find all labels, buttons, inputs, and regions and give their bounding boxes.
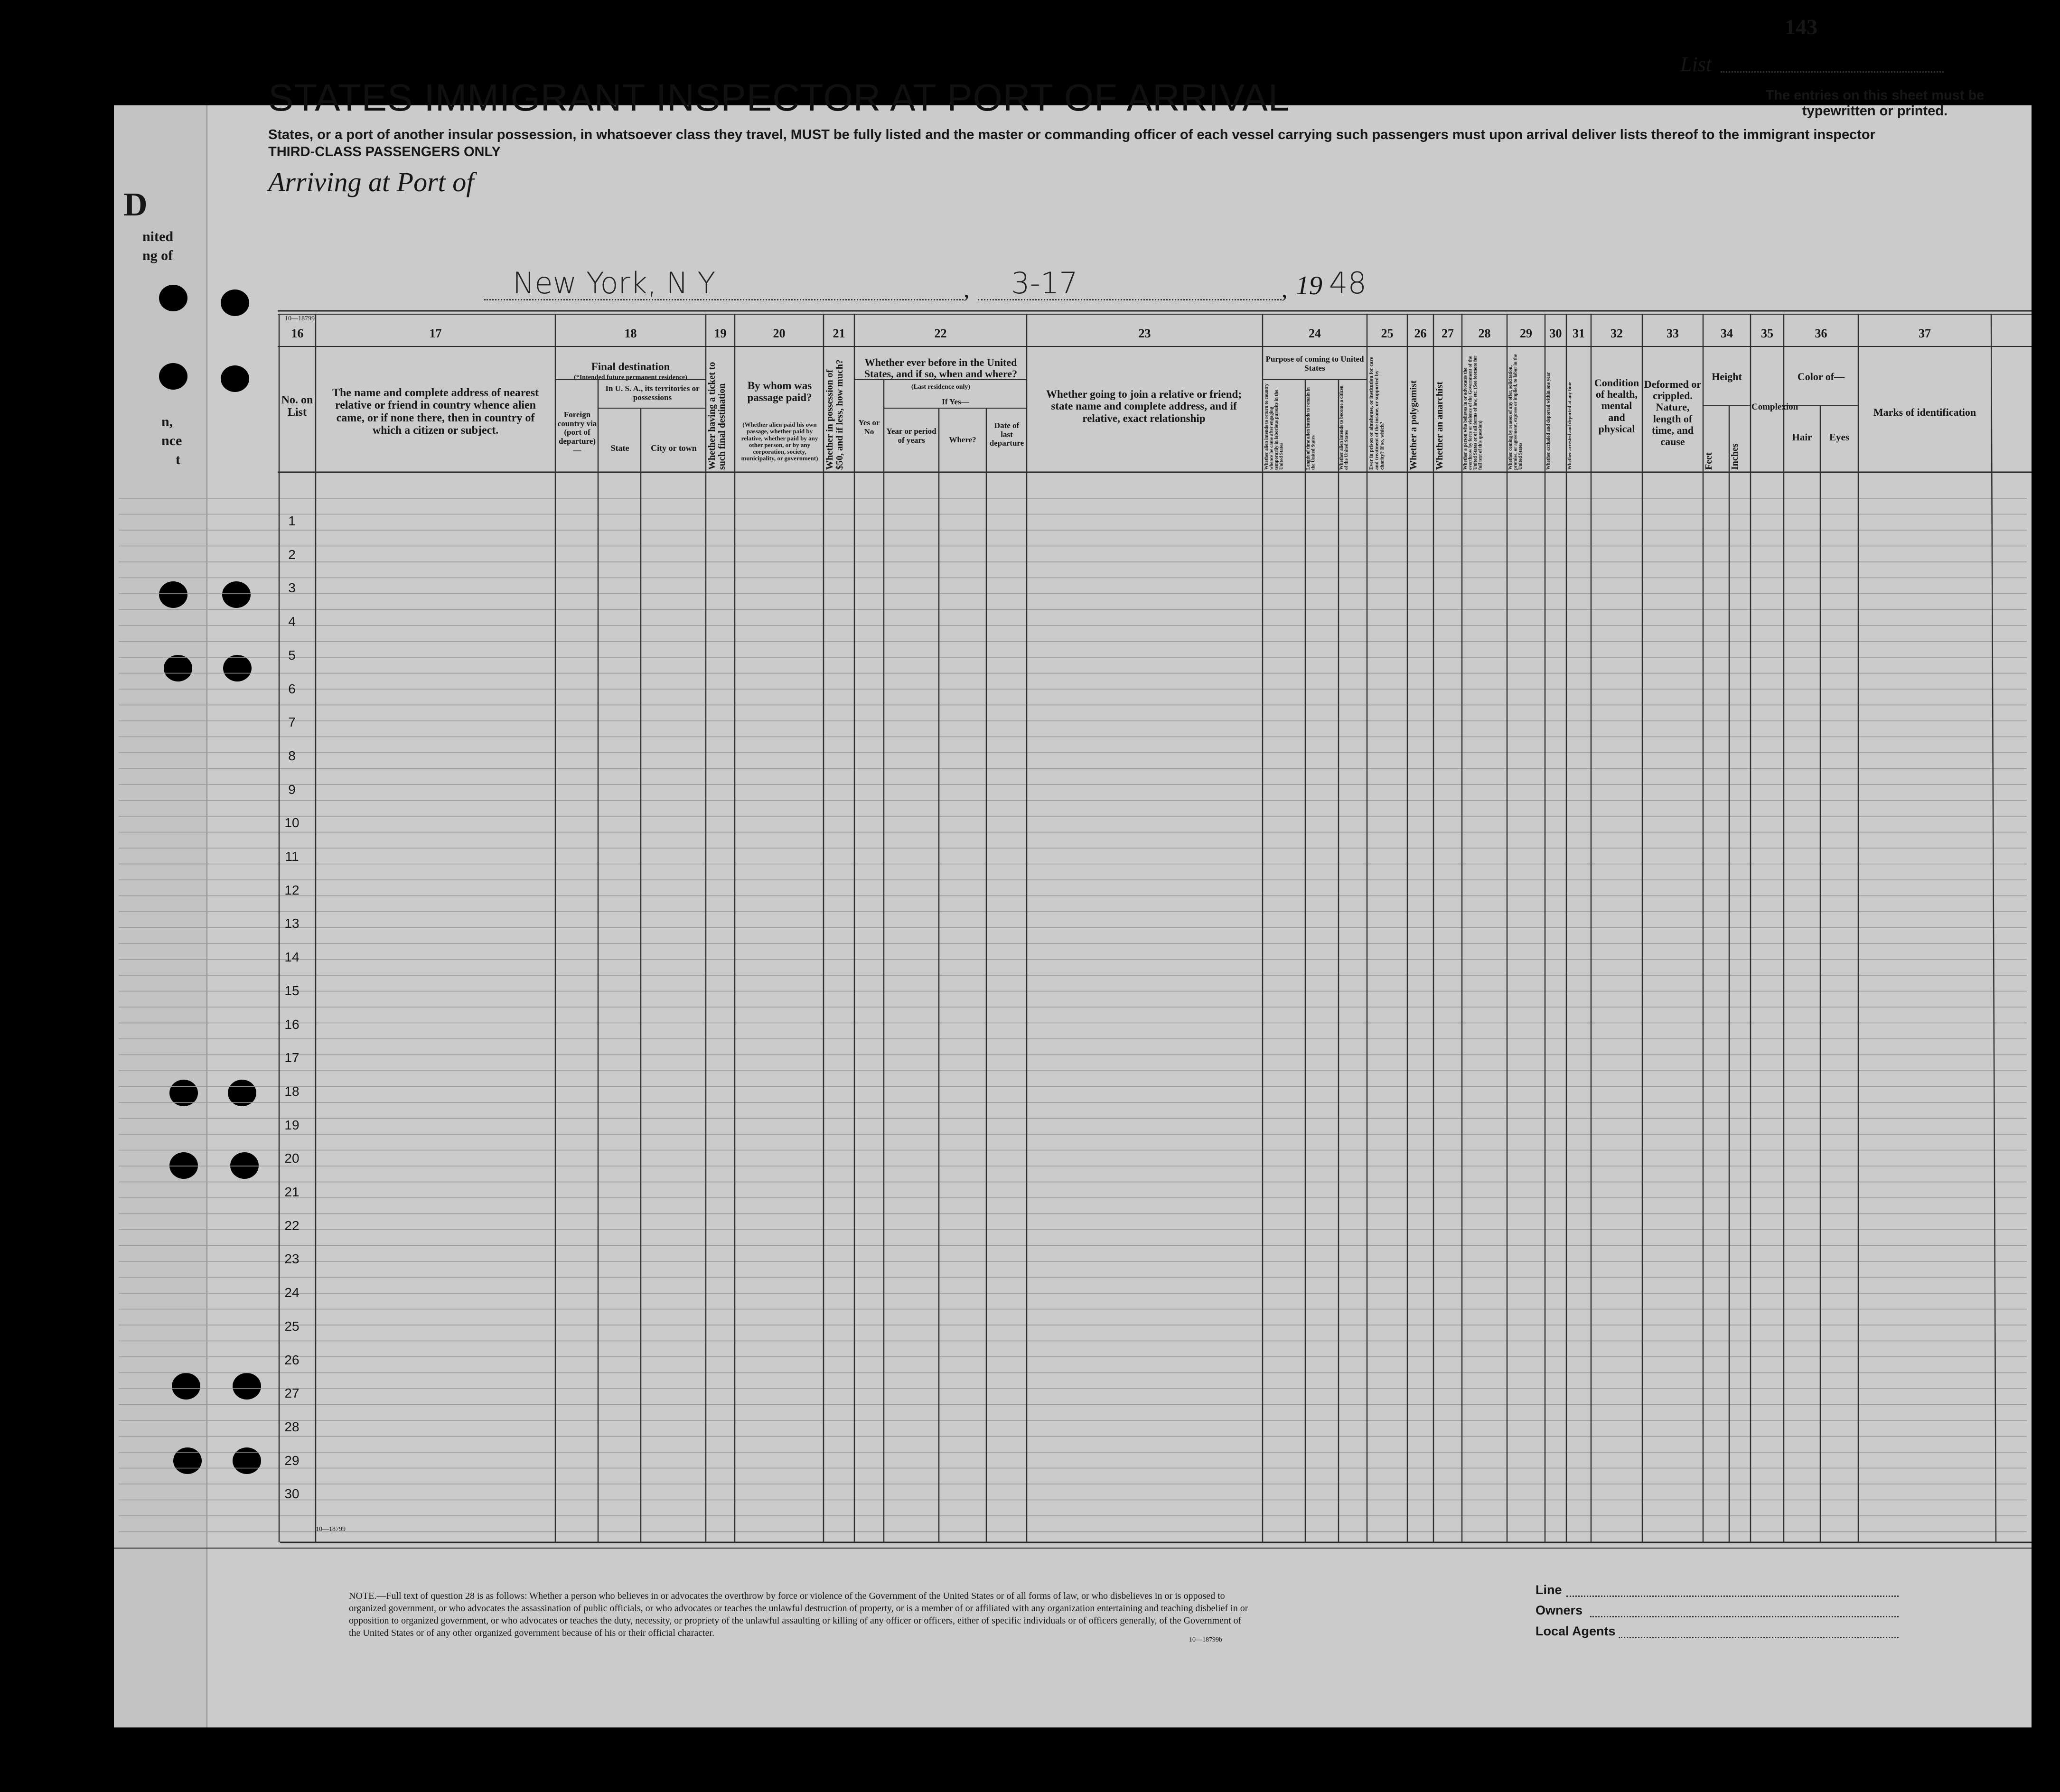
strip-fragment: ng of xyxy=(142,248,173,263)
row-number: 14 xyxy=(284,950,300,965)
col18-city: City or town xyxy=(651,443,697,453)
col18-subheader: (*Intended future permanent residence) xyxy=(574,374,687,381)
row-number: 24 xyxy=(284,1285,300,1300)
col-num-16: 16 xyxy=(291,327,304,340)
line-field[interactable] xyxy=(1566,1596,1899,1597)
row-number: 26 xyxy=(284,1352,300,1367)
row-number: 9 xyxy=(288,782,296,797)
row-number: 25 xyxy=(284,1318,300,1334)
col34-feet: Feet xyxy=(1704,452,1714,470)
row-number: 21 xyxy=(284,1185,300,1199)
col20-subheader: (Whether alien paid his own passage, whether paid by relative, whether paid by any other person, or by any corporation, society, municipality, or government) xyxy=(741,421,818,462)
col29-header: Whether coming by reason of any offer, solicitation, promise, or agreement, express or implied, to labor in the United States xyxy=(1508,354,1523,470)
col-num-27: 27 xyxy=(1442,327,1454,340)
col36-header: Color of— xyxy=(1797,371,1845,383)
col34-header: Height xyxy=(1712,371,1742,383)
strip-fragment: t xyxy=(176,452,180,467)
col33-header: Deformed or crippled. Nature, length of time, and cause xyxy=(1644,378,1702,448)
col-num-23: 23 xyxy=(1138,327,1151,340)
list-label: List xyxy=(1680,53,1712,76)
typewritten-note: The entries on this sheet must be typewritten or printed. xyxy=(1765,88,1985,119)
row-number: 17 xyxy=(284,1050,300,1065)
col24-subheader-b: Length of time alien intends to remain in the United States xyxy=(1306,387,1316,470)
col-num-25: 25 xyxy=(1381,327,1394,340)
row-number: 27 xyxy=(284,1386,300,1401)
date-handwritten: 3-17 xyxy=(1011,266,1078,300)
col-num-28: 28 xyxy=(1478,327,1491,340)
owners-label: Owners xyxy=(1536,1603,1583,1617)
row-number: 18 xyxy=(284,1083,300,1099)
col22-year: Year or period of years xyxy=(886,427,936,445)
col-num-24: 24 xyxy=(1309,327,1321,340)
col-num-26: 26 xyxy=(1414,327,1427,340)
strip-fragment: D xyxy=(123,187,148,223)
col22-subheader: (Last residence only) xyxy=(911,383,971,391)
col-num-34: 34 xyxy=(1721,327,1733,340)
col23-header: Whether going to join a relative or friend; state name and complete address, and if relative, exact relationship xyxy=(1046,388,1242,424)
row-number: 12 xyxy=(284,882,300,897)
col-num-20: 20 xyxy=(773,327,786,340)
row-number: 30 xyxy=(284,1486,300,1502)
col-num-36: 36 xyxy=(1815,327,1827,340)
row-number: 22 xyxy=(284,1218,300,1233)
col22-date-last: Date of last departure xyxy=(989,421,1024,448)
col-num-31: 31 xyxy=(1573,327,1585,340)
col34-inches: Inches xyxy=(1730,443,1740,470)
col24-subheader-c: Whether alien intends to become a citizen of the United States xyxy=(1339,385,1349,470)
col22-yes-no: Yes or No xyxy=(858,418,880,436)
col36-hair: Hair xyxy=(1792,431,1812,443)
year-handwritten: 48 xyxy=(1329,266,1367,300)
strip-fragment: nited xyxy=(142,229,174,244)
col-num-32: 32 xyxy=(1611,327,1623,340)
local-agents-field[interactable] xyxy=(1619,1637,1899,1638)
row-number: 28 xyxy=(284,1419,300,1434)
col-num-22: 22 xyxy=(934,327,947,340)
row-number: 3 xyxy=(288,580,296,596)
form-code-note: 10—18799b xyxy=(1189,1636,1222,1643)
row-number: 19 xyxy=(284,1117,300,1132)
col18-state: State xyxy=(610,443,629,453)
form-code-bottom: 10—18799 xyxy=(316,1526,346,1533)
subtitle-line1: States, or a port of another insular possession, in whatsoever class they travel, MUST be fully listed and the master or commanding officer of each vessel carrying such passengers must upon arrival deliver lists thereof to the immigrant inspector xyxy=(268,127,1875,142)
local-agents-label: Local Agents xyxy=(1536,1624,1616,1638)
col24-subheader-a: Whether alien intends to return to country whence he came after engaging temporarily in laborious pursuits in the United States xyxy=(1264,383,1284,470)
col-num-18: 18 xyxy=(624,327,637,340)
row-number: 11 xyxy=(285,849,299,864)
line-label: Line xyxy=(1536,1583,1562,1597)
comma-separator: , xyxy=(1282,276,1288,302)
col18-usa: In U. S. A., its territories or possessions xyxy=(605,384,700,402)
col26-header: Whether a polygamist xyxy=(1408,380,1419,470)
strip-fragment: nce xyxy=(161,433,182,448)
owners-field[interactable] xyxy=(1590,1616,1899,1617)
col-num-19: 19 xyxy=(714,327,727,340)
col-num-17: 17 xyxy=(429,327,442,340)
col20-header: By whom was passage paid? xyxy=(747,380,812,404)
form-code-top: 10—18799 xyxy=(285,315,315,322)
row-number: 23 xyxy=(284,1251,300,1267)
col36-eyes: Eyes xyxy=(1829,431,1849,443)
col16-header: No. on List xyxy=(281,394,313,419)
page-title: STATES IMMIGRANT INSPECTOR AT PORT OF ARRIVAL xyxy=(268,76,1290,119)
row-number: 10 xyxy=(284,815,300,831)
col25-header: Ever in prison or almshouse, or institution for care and treatment of the insane, or supported by charity? If so, which? xyxy=(1368,357,1386,470)
strip-fragment: n, xyxy=(161,414,173,429)
col18-foreign: Foreign country via (port of departure)— xyxy=(557,410,597,455)
col22-if-yes: If Yes— xyxy=(942,397,969,406)
list-number: 143 xyxy=(1785,15,1817,39)
row-number: 7 xyxy=(288,715,296,730)
col-num-33: 33 xyxy=(1667,327,1679,340)
col27-header: Whether an anarchist xyxy=(1434,382,1445,470)
col37-header: Marks of identification xyxy=(1873,406,1976,418)
col30-header: Whether excluded and deported within one year xyxy=(1546,372,1551,470)
col22-where: Where? xyxy=(949,435,976,444)
footnote: NOTE.—Full text of question 28 is as follows: Whether a person who believes in or advocates the overthrow by force or violence of the Government of the United States or of all forms of law, or who disbelieves in or is opposed to organized government, or who advocates the assassination of public officials, or who advocates or teaches the unlawful destruction of property, or is a member of or affiliated with any organization entertaining and teaching disbelief in or opposition to organized government, or who advocates or teaches the duty, necessity, or propriety of the unlawful assaulting or killing of any officer or officers, either of specific individuals or of officers generally, of the Government of the United States or of any other organized government because of his or their official character. xyxy=(349,1591,1248,1638)
col21-header: Whether in possession of $50, and if less, how much? xyxy=(824,359,845,470)
col17-header: The name and complete address of nearest relative or friend in country whence alien came, or if none there, then in country of which a citizen or subject. xyxy=(332,387,539,437)
row-number: 15 xyxy=(284,983,300,998)
row-number: 4 xyxy=(288,614,296,629)
col24-header: Purpose of coming to United States xyxy=(1265,355,1364,373)
col-num-37: 37 xyxy=(1919,327,1931,340)
row-number: 29 xyxy=(284,1453,300,1468)
row-number: 5 xyxy=(288,647,296,663)
year-prefix: 19 xyxy=(1296,271,1322,300)
row-number: 1 xyxy=(288,513,296,528)
comma-separator: , xyxy=(964,276,970,302)
col-num-30: 30 xyxy=(1549,327,1562,340)
col-num-35: 35 xyxy=(1761,327,1773,340)
col32-header: Condition of health, mental and physical xyxy=(1594,377,1639,435)
col35-header: Complexion xyxy=(1751,402,1798,412)
row-number: 2 xyxy=(288,547,296,562)
row-number: 13 xyxy=(284,916,300,931)
col18-header: Final destination xyxy=(591,361,670,373)
row-number: 16 xyxy=(284,1017,300,1032)
col22-header: Whether ever before in the United States, and if so, when and where? xyxy=(864,356,1018,380)
subtitle-line2: THIRD-CLASS PASSENGERS ONLY xyxy=(268,144,501,159)
port-handwritten: New York, N Y xyxy=(513,266,716,300)
col31-header: Whether arrested and deported at any time xyxy=(1567,382,1573,470)
col-num-29: 29 xyxy=(1520,327,1532,340)
col19-header: Whether having a ticket to such final destination xyxy=(707,362,727,470)
row-number: 6 xyxy=(288,681,296,696)
row-number: 20 xyxy=(284,1151,300,1166)
row-number: 8 xyxy=(288,748,296,763)
col-num-21: 21 xyxy=(833,327,845,340)
col28-header: Whether a person who believes in or advocates the overthrow by force or violence of the Government of the United States or of all forms of law, etc. (See footnote for full text of this question) xyxy=(1463,355,1483,470)
arriving-label: Arriving at Port of xyxy=(268,167,474,197)
